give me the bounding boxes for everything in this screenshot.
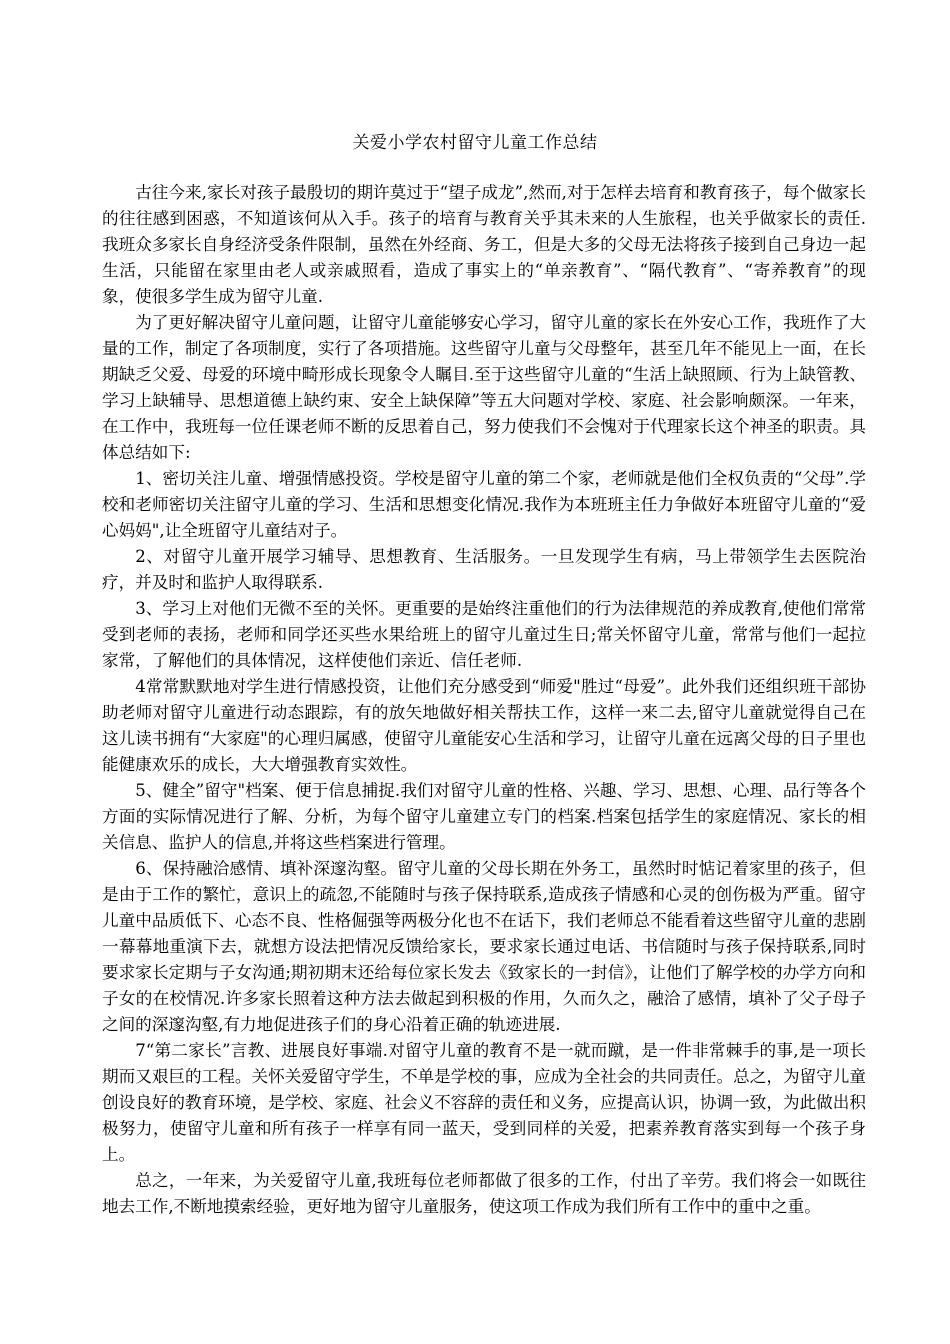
paragraph: 7“第二家长”言教、进展良好事端.对留守儿童的教育不是一就而蹴，是一件非常棘手的事,是一项长期而又艰巨的工程。关怀关爱留守学生，不单是学校的事，应成为全社会的共同责任。总之，为留守儿童创设良好的教育环境，是学校、家庭、社会义不容辞的责任和义务，应提高认识，协调一致，为此做出积极努力，使留守儿童和所有孩子一样享有同一蓝天，受到同样的关爱，把素养教育落实到每一个孩子身上。 <box>102 1041 866 1164</box>
paragraph: 3、学习上对他们无微不至的关怀。更重要的是始终注重他们的行为法律规范的养成教育,使他们常常受到老师的表扬，老师和同学还买些水果给班上的留守儿童过生日;常关怀留守儿童，常常与他们一起拉家常，了解他们的具体情况，这样使他们亲近、信任老师. <box>102 599 866 670</box>
paragraph: 5、健全”留守"档案、便于信息捕捉.我们对留守儿童的性格、兴趣、学习、思想、心理、品行等各个方面的实际情况进行了解、分析，为每个留守儿童建立专门的档案.档案包括学生的家庭情况、家长的相关信息、监护人的信息,并将这些档案进行管理。 <box>102 781 866 852</box>
paragraph: 为了更好解决留守儿童问题，让留守儿童能够安心学习，留守儿童的家长在外安心工作，我班作了大量的工作，制定了各项制度，实行了各项措施。这些留守儿童与父母整年，甚至几年不能见上一面，在长期缺乏父爱、母爱的环境中畸形成长现象令人瞩目.至于这些留守儿童的“生活上缺照顾、行为上缺管教、学习上缺辅导、思想道德上缺约束、安全上缺保障”等五大问题对学校、家庭、社会影响颇深。一年来，在工作中，我班每一位任课老师不断的反思着自己，努力使我们不会愧对于代理家长这个神圣的职责。具体总结如下: <box>102 313 866 462</box>
paragraph: 总之，一年来，为关爱留守儿童,我班每位老师都做了很多的工作，付出了辛劳。我们将会一如既往地去工作,不断地摸索经验，更好地为留守儿童服务，使这项工作成为我们所有工作中的重中之重。 <box>102 1171 866 1216</box>
paragraph: 6、保持融洽感情、填补深邃沟壑。留守儿童的父母长期在外务工，虽然时时惦记着家里的孩子，但是由于工作的繁忙，意识上的疏忽,不能随时与孩子保持联系,造成孩子情感和心灵的创伤极为严重。留守儿童中品质低下、心态不良、性格倔强等两极分化也不在话下，我们老师总不能看着这些留守儿童的悲剧一幕幕地重演下去，就想方设法把情况反馈给家长，要求家长通过电话、书信随时与孩子保持联系,同时要求家长定期与子女沟通;期初期末还给每位家长发去《致家长的一封信》，让他们了解学校的办学方向和子女的在校情况.许多家长照着这种方法去做起到积极的作用，久而久之，融洽了感情，填补了父子母子之间的深邃沟壑,有力地促进孩子们的身心沿着正确的轨迹进展. <box>102 859 866 1034</box>
paragraph: 4常常默默地对学生进行情感投资，让他们充分感受到“师爱"胜过“母爱”。此外我们还组织班干部协助老师对留守儿童进行动态跟踪，有的放矢地做好相关帮扶工作，这样一来二去,留守儿童就觉得自己在这儿读书拥有“大家庭"的心理归属感，使留守儿童能安心生活和学习，让留守儿童在远离父母的日子里也能健康欢乐的成长，大大增强教育实效性。 <box>102 677 866 774</box>
paragraph: 古往今来,家长对孩子最殷切的期许莫过于“望子成龙”,然而,对于怎样去培育和教育孩子，每个做家长的往往感到困惑，不知道该何从入手。孩子的培育与教育关乎其未来的人生旅程，也关乎做家长的责任.我班众多家长自身经济受条件限制，虽然在外经商、务工，但是大多的父母无法将孩子接到自己身边一起生活，只能留在家里由老人或亲戚照看，造成了事实上的“单亲教育”、“隔代教育”、“寄养教育”的现象，使很多学生成为留守儿童. <box>102 183 866 306</box>
paragraph: 1、密切关注儿童、增强情感投资。学校是留守儿童的第二个家，老师就是他们全权负责的“父母”.学校和老师密切关注留守儿童的学习、生活和思想变化情况.我作为本班班主任力争做好本班留守儿童的“爱心妈妈",让全班留守儿童结对子。 <box>102 469 866 540</box>
document-body <box>102 180 866 1220</box>
paragraph: 2、对留守儿童开展学习辅导、思想教育、生活服务。一旦发现学生有病，马上带领学生去医院治疗，并及时和监护人取得联系. <box>102 547 866 592</box>
document-title: 关爱小学农村留守儿童工作总结 <box>352 133 598 153</box>
